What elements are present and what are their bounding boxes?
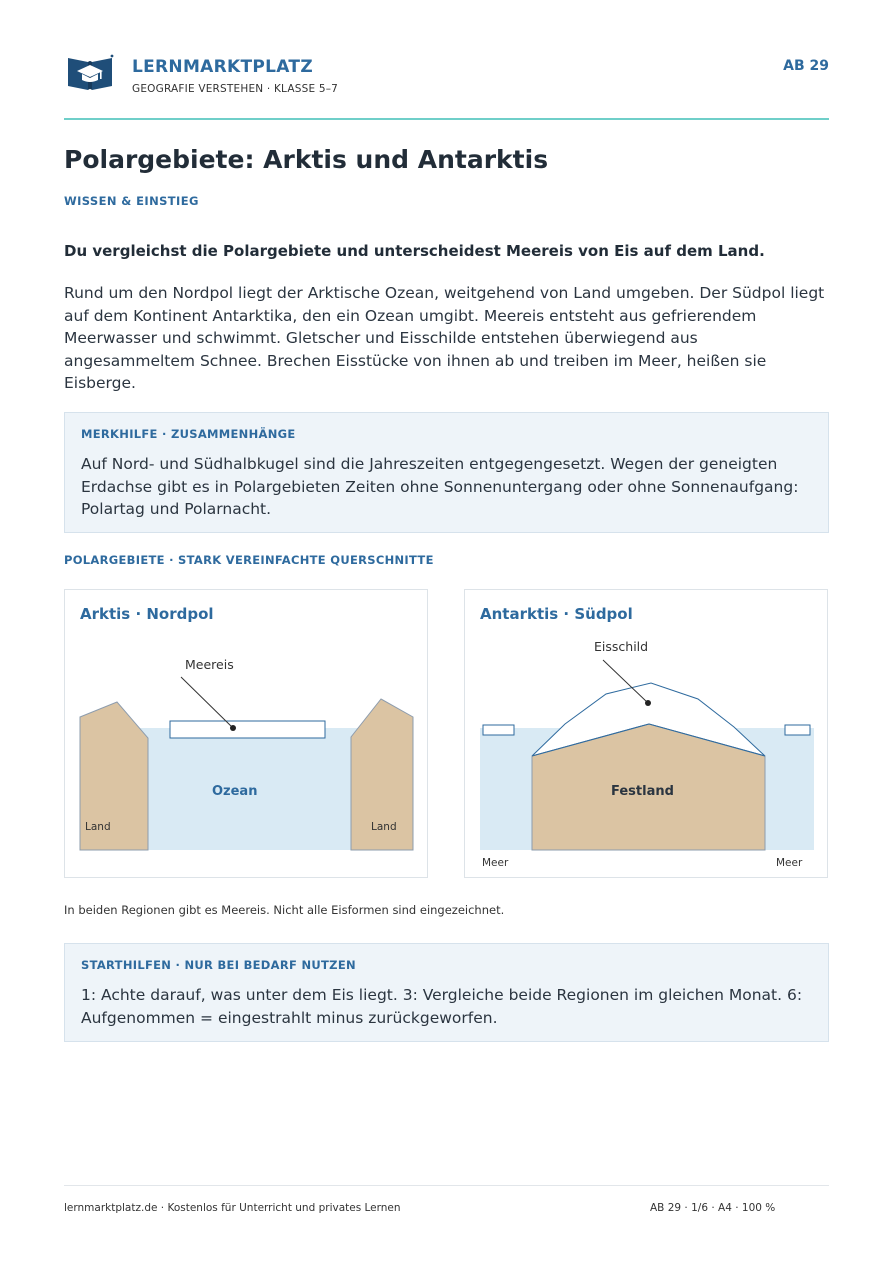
antarctic-sea-left-label: Meer <box>482 857 509 869</box>
arctic-land-left-label: Land <box>85 821 111 833</box>
starthilfen-box <box>64 943 829 1042</box>
footer-site-link[interactable]: lernmarktplatz.de · Kostenlos für Unterricht und privates Lernen <box>64 1202 401 1214</box>
arctic-ice-pointer <box>181 677 233 728</box>
arctic-land-right-label: Land <box>371 821 397 833</box>
arctic-ice-marker <box>230 725 236 731</box>
antarctic-ice-label: Eisschild <box>594 639 649 654</box>
starthilfen-heading: STARTHILFEN · NUR BEI BEDARF NUTZEN <box>81 958 356 972</box>
lead-sentence: Du vergleichst die Polargebiete und unterscheidest Meereis von Eis auf dem Land. <box>64 242 765 260</box>
figure-note: In beiden Regionen gibt es Meereis. Nicht alle Eisformen sind eingezeichnet. <box>64 903 505 917</box>
antarctic-title: Antarktis · Südpol <box>480 605 633 623</box>
starthilfen-text: 1: Achte darauf, was unter dem Eis liegt. 3: Vergleiche beide Regionen im gleichen Monat. 6: Aufgenommen = eingestrahlt minus zurückgeworfen. <box>81 986 803 1027</box>
antarctic-ice-marker <box>645 700 651 706</box>
antarctic-sea-ice-left <box>483 725 514 735</box>
arctic-water-label: Ozean <box>212 784 258 799</box>
merkhilfe-heading: MERKHILFE · ZUSAMMENHÄNGE <box>81 427 296 441</box>
arctic-title: Arktis · Nordpol <box>80 605 214 623</box>
antarctic-cross-section <box>465 590 829 879</box>
body-paragraph: Rund um den Nordpol liegt der Arktische Ozean, weitgehend von Land umgeben. Der Südpol liegt auf dem Kontinent Antarktika, den ein Ozean umgibt. Meereis entsteht aus gefrierendem Meerwasser und schwimmt. Gletscher und Eisschilde entstehen überwiegend aus angesammeltem Schnee. Brechen Eisstücke von ihnen ab und treiben im Meer, heißen sie Eisberge. <box>64 284 825 392</box>
brand-name: LERNMARKTPLATZ <box>132 57 313 77</box>
antarctic-land-label: Festland <box>611 784 674 799</box>
antarctic-sea-ice-right <box>785 725 810 735</box>
figure-caption: POLARGEBIETE · STARK VEREINFACHTE QUERSCHNITTE <box>64 553 434 567</box>
merkhilfe-text: Auf Nord- und Südhalbkugel sind die Jahreszeiten entgegengesetzt. Wegen der geneigten Erdachse gibt es in Polargebieten Zeiten ohne Sonnenuntergang oder ohne Sonnenaufgang: Polartag und Polarnacht. <box>81 455 799 518</box>
page-header <box>64 50 829 120</box>
antarctic-sea-right-label: Meer <box>776 857 803 869</box>
header-divider <box>64 118 829 120</box>
merkhilfe-box <box>64 412 829 533</box>
sheet-number: AB 29 <box>783 58 829 74</box>
arctic-sea-ice <box>170 721 325 738</box>
arctic-cross-section <box>65 590 429 879</box>
section-kicker: WISSEN & EINSTIEG <box>64 194 199 208</box>
antarctic-panel <box>464 589 828 878</box>
arctic-ice-label: Meereis <box>185 657 234 672</box>
footer-page-info: AB 29 · 1/6 · A4 · 100 % <box>650 1202 776 1214</box>
footer-divider <box>64 1185 829 1186</box>
brand-subtitle: GEOGRAFIE VERSTEHEN · KLASSE 5–7 <box>132 83 339 95</box>
arctic-panel <box>64 589 428 878</box>
book-graduation-cap-icon <box>66 52 114 92</box>
page-title: Polargebiete: Arktis und Antarktis <box>64 145 549 174</box>
